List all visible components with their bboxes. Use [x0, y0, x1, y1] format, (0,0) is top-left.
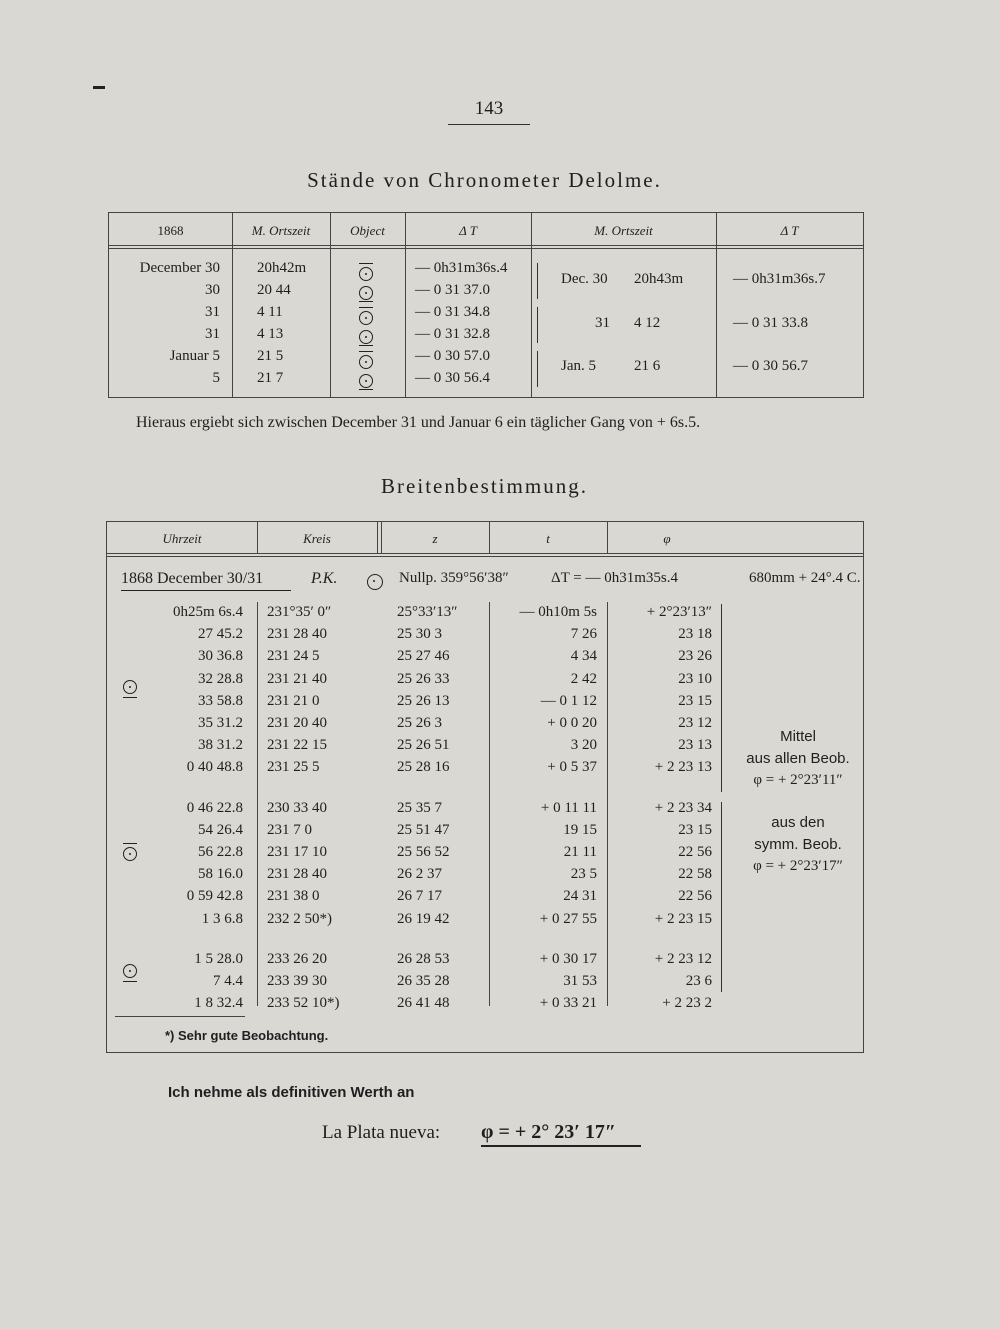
- lower-limb-bar: [359, 389, 373, 390]
- cell-hour-angle: + 0 5 37: [547, 759, 597, 775]
- cell-kreis: 231 38 0: [267, 888, 320, 904]
- header-ortszeit-2: M. Ortszeit: [594, 223, 653, 238]
- cell-kreis: 231 21 0: [267, 693, 320, 709]
- cell-latitude: + 2°23′13″: [646, 604, 712, 620]
- cell-hour-angle: 2 42: [570, 671, 597, 687]
- row-date: Januar 5: [169, 348, 220, 364]
- cell-latitude: + 2 23 12: [654, 951, 712, 967]
- summary-date: Jan. 5: [561, 358, 596, 374]
- sun-icon: [367, 574, 383, 590]
- sun-icon: [359, 311, 373, 325]
- row-date: 31: [205, 326, 220, 342]
- cell-kreis: 231 28 40: [267, 626, 327, 642]
- sun-icon: [359, 267, 373, 281]
- brace: [721, 802, 726, 992]
- clock-correction: ΔT = — 0h31m35s.4: [551, 570, 679, 586]
- cell-kreis: 231 20 40: [267, 715, 327, 731]
- sun-icon: [359, 330, 373, 344]
- cell-zenith: 25 26 3: [397, 715, 442, 731]
- row-date: 5: [212, 370, 220, 386]
- cell-uhrzeit: 7 4.4: [213, 973, 243, 989]
- cell-kreis: 231 24 5: [267, 648, 320, 664]
- row-delta-t: — 0 31 34.8: [415, 304, 490, 320]
- col-divider: [531, 213, 532, 397]
- cell-zenith: 26 28 53: [397, 951, 450, 967]
- row-time: 4 11: [257, 304, 283, 320]
- cell-uhrzeit: 0 40 48.8: [186, 759, 243, 775]
- cell-kreis: 231 25 5: [267, 759, 320, 775]
- cell-kreis: 231°35′ 0″: [267, 604, 332, 620]
- summary-time: 4 12: [634, 315, 661, 331]
- latitude-table: [106, 521, 864, 1053]
- row-time: 21 5: [257, 348, 284, 364]
- summary-date: 31: [595, 315, 610, 331]
- cell-uhrzeit: 33 58.8: [198, 693, 243, 709]
- lower-limb-bar: [359, 301, 373, 302]
- col-divider: [330, 213, 331, 397]
- date-underline: [121, 590, 291, 591]
- row-delta-t: — 0 30 56.4: [415, 370, 490, 386]
- definitive-paragraph: Ich nehme als definitiven Werth an: [168, 1084, 415, 1101]
- page-number: 143: [474, 98, 504, 119]
- cell-hour-angle: + 0 0 20: [547, 715, 597, 731]
- cell-zenith: 25 35 7: [397, 800, 442, 816]
- cell-latitude: + 2 23 2: [662, 995, 712, 1011]
- cell-kreis: 233 52 10*): [267, 995, 340, 1011]
- cell-zenith: 26 7 17: [397, 888, 442, 904]
- cell-uhrzeit: 1 5 28.0: [194, 951, 243, 967]
- summary-time: 21 6: [634, 358, 661, 374]
- margin-mark: [93, 86, 105, 89]
- summary-time: 20h43m: [634, 271, 684, 287]
- brace: [721, 604, 726, 792]
- cell-zenith: 26 35 28: [397, 973, 450, 989]
- summary-date: Dec. 30: [561, 271, 608, 287]
- row-time: 20 44: [257, 282, 291, 298]
- row-date: 30: [205, 282, 220, 298]
- cell-hour-angle: + 0 30 17: [539, 951, 597, 967]
- mean-all-value: φ = + 2°23′11″: [753, 772, 843, 788]
- cell-uhrzeit: 56 22.8: [198, 844, 243, 860]
- footnote-rule: [115, 1016, 245, 1017]
- cell-kreis: 231 21 40: [267, 671, 327, 687]
- cell-uhrzeit: 1 3 6.8: [201, 911, 243, 927]
- cell-kreis: 230 33 40: [267, 800, 327, 816]
- cell-zenith: 26 19 42: [397, 911, 450, 927]
- cell-uhrzeit: 0 46 22.8: [186, 800, 243, 816]
- col-divider: [489, 602, 490, 1006]
- cell-uhrzeit: 35 31.2: [198, 715, 243, 731]
- cell-uhrzeit: 0h25m 6s.4: [172, 604, 243, 620]
- cell-latitude: 23 15: [678, 822, 712, 838]
- cell-hour-angle: + 0 27 55: [539, 911, 597, 927]
- cell-latitude: 22 56: [678, 888, 712, 904]
- header-kreis: Kreis: [303, 531, 331, 546]
- final-value: φ = + 2° 23′ 17″: [481, 1121, 616, 1143]
- col-divider: [607, 602, 608, 1006]
- row-delta-t: — 0 30 57.0: [415, 348, 490, 364]
- summary-delta-t: — 0 30 56.7: [733, 358, 808, 374]
- cell-hour-angle: 3 20: [570, 737, 597, 753]
- cell-zenith: 25 28 16: [397, 759, 450, 775]
- final-underline: [481, 1145, 641, 1147]
- header-rule: [107, 553, 863, 554]
- cell-kreis: 233 39 30: [267, 973, 327, 989]
- row-date: 31: [205, 304, 220, 320]
- brace: [537, 351, 542, 387]
- rate-paragraph: Hieraus ergiebt sich zwischen December 31 und Januar 6 ein täglicher Gang von + 6s.5.: [136, 414, 701, 431]
- barometer-temperature: 680mm + 24°.4 C.: [749, 570, 861, 586]
- lower-limb-bar: [359, 345, 373, 346]
- cell-hour-angle: + 0 33 21: [539, 995, 597, 1011]
- cell-latitude: 23 10: [678, 671, 712, 687]
- chronometer-title: Stände von Chronometer Delolme.: [307, 168, 662, 192]
- latitude-title: Breitenbestimmung.: [381, 474, 588, 498]
- cell-zenith: 25 56 52: [397, 844, 450, 860]
- row-delta-t: — 0 31 37.0: [415, 282, 490, 298]
- chronometer-table: [108, 212, 864, 398]
- header-phi: φ: [663, 531, 671, 546]
- mean-all-sub: aus allen Beob.: [746, 750, 850, 767]
- row-time: 20h42m: [257, 260, 307, 276]
- cell-hour-angle: 19 15: [563, 822, 597, 838]
- cell-kreis: 231 17 10: [267, 844, 327, 860]
- summary-delta-t: — 0h31m36s.7: [733, 271, 826, 287]
- col-divider: [232, 213, 233, 397]
- col-divider: [716, 213, 717, 397]
- summary-delta-t: — 0 31 33.8: [733, 315, 808, 331]
- cell-hour-angle: 4 34: [570, 648, 597, 664]
- cell-uhrzeit: 54 26.4: [198, 822, 243, 838]
- cell-uhrzeit: 30 36.8: [198, 648, 243, 664]
- sun-icon: [359, 286, 373, 300]
- cell-uhrzeit: 1 8 32.4: [194, 995, 243, 1011]
- cell-hour-angle: 24 31: [563, 888, 597, 904]
- cell-kreis: 232 2 50*): [267, 911, 332, 927]
- cell-zenith: 25 26 13: [397, 693, 450, 709]
- cell-latitude: 23 12: [678, 715, 712, 731]
- cell-latitude: 22 56: [678, 844, 712, 860]
- sun-icon: [359, 374, 373, 388]
- header-delta-t: Δ T: [459, 223, 477, 238]
- header-object: Object: [350, 223, 385, 238]
- header-t: t: [546, 531, 550, 546]
- header-delta-t-2: Δ T: [780, 223, 799, 238]
- cell-uhrzeit: 27 45.2: [198, 626, 243, 642]
- cell-zenith: 25 27 46: [397, 648, 450, 664]
- cell-latitude: + 2 23 13: [654, 759, 712, 775]
- cell-kreis: 231 28 40: [267, 866, 327, 882]
- cell-hour-angle: 31 53: [563, 973, 597, 989]
- mean-symm-label: aus den: [771, 814, 825, 831]
- cell-latitude: 23 18: [678, 626, 712, 642]
- observation-date: 1868 December 30/31: [121, 570, 264, 587]
- cell-latitude: + 2 23 15: [654, 911, 712, 927]
- cell-kreis: 231 7 0: [267, 822, 312, 838]
- cell-latitude: 23 15: [678, 693, 712, 709]
- cell-latitude: 23 13: [678, 737, 712, 753]
- mean-symm-sub: symm. Beob.: [754, 836, 842, 853]
- cell-zenith: 25 51 47: [397, 822, 450, 838]
- cell-uhrzeit: 0 59 42.8: [186, 888, 243, 904]
- cell-latitude: + 2 23 34: [654, 800, 712, 816]
- header-rule-double: [107, 556, 863, 557]
- row-delta-t: — 0 31 32.8: [415, 326, 490, 342]
- cell-zenith: 25°33′13″: [397, 604, 458, 620]
- cell-zenith: 25 30 3: [397, 626, 442, 642]
- cell-hour-angle: — 0 1 12: [540, 693, 597, 709]
- upper-limb-bar: [359, 307, 373, 308]
- header-rule: [109, 245, 863, 246]
- row-time: 4 13: [257, 326, 284, 342]
- header-year: 1868: [157, 223, 184, 238]
- mean-symm-value: φ = + 2°23′17″: [753, 858, 843, 874]
- cell-hour-angle: 7 26: [570, 626, 597, 642]
- upper-limb-bar: [359, 351, 373, 352]
- cell-uhrzeit: 32 28.8: [198, 671, 243, 687]
- upper-limb-bar: [359, 263, 373, 264]
- cell-latitude: 23 6: [685, 973, 712, 989]
- cell-uhrzeit: 38 31.2: [198, 737, 243, 753]
- col-divider: [377, 522, 378, 553]
- header-rule-double: [109, 248, 863, 249]
- footnote: *) Sehr gute Beobachtung.: [165, 1028, 329, 1043]
- mean-all-label: Mittel: [780, 728, 816, 745]
- row-time: 21 7: [257, 370, 284, 386]
- brace: [537, 307, 542, 343]
- header-z: z: [432, 531, 438, 546]
- cell-zenith: 26 41 48: [397, 995, 450, 1011]
- cell-uhrzeit: 58 16.0: [198, 866, 243, 882]
- brace: [537, 263, 542, 299]
- cell-hour-angle: 23 5: [570, 866, 597, 882]
- cell-kreis: 231 22 15: [267, 737, 327, 753]
- cell-latitude: 22 58: [678, 866, 712, 882]
- page-number-rule: [448, 124, 530, 125]
- row-delta-t: — 0h31m36s.4: [415, 260, 508, 276]
- cell-hour-angle: 21 11: [563, 844, 597, 860]
- header-ortszeit: M. Ortszeit: [251, 223, 311, 238]
- cell-kreis: 233 26 20: [267, 951, 327, 967]
- header-uhrzeit: Uhrzeit: [162, 531, 202, 546]
- instrument: P.K.: [311, 570, 338, 587]
- final-label: La Plata nueva:: [322, 1122, 441, 1143]
- col-divider: [257, 602, 258, 1006]
- cell-latitude: 23 26: [678, 648, 712, 664]
- zero-point: Nullp. 359°56′38″: [399, 570, 509, 586]
- cell-hour-angle: + 0 11 11: [540, 800, 597, 816]
- cell-zenith: 25 26 51: [397, 737, 450, 753]
- row-date: December 30: [139, 260, 220, 276]
- cell-zenith: 26 2 37: [397, 866, 442, 882]
- cell-zenith: 25 26 33: [397, 671, 450, 687]
- sun-icon: [359, 355, 373, 369]
- cell-hour-angle: — 0h10m 5s: [519, 604, 597, 620]
- col-divider: [405, 213, 406, 397]
